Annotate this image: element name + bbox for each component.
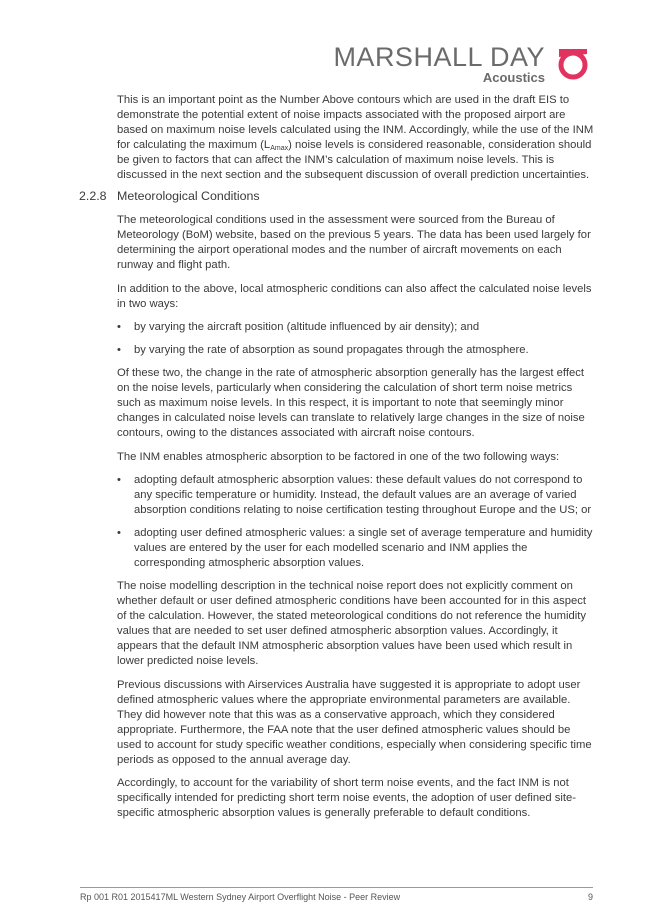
list-item: • by varying the rate of absorption as sound propagates through the atmosphere. <box>117 344 529 356</box>
bullet-icon: • <box>117 344 121 356</box>
logo-mark-icon <box>555 45 591 81</box>
bullet-icon: • <box>117 527 121 539</box>
list-item: • adopting default atmospheric absorption values: these default values do not correspond to any specific temperature or humidity. Instead, the default values are an average of varied absorption conditions relating to noise certification testing throughout Europe and the US; or <box>117 474 592 516</box>
paragraph: The INM enables atmospheric absorption to be factored in one of the two following ways: <box>117 450 560 463</box>
list-item: • adopting user defined atmospheric values: a single set of average temperature and humidity values are entered by the user for each modelled scenario and INM applies the corresponding atmospheric absorption values. <box>117 527 593 569</box>
paragraph: Previous discussions with Airservices Australia have suggested it is appropriate to adopt user defined atmospheric values where the appropriate environmental parameters are available. They did however note that this was as a conservative approach, which they considered appropriate. Furthermore, the FAA note that the user defined atmospheric values should be used to account for study specific weather conditions, especially when considering specific time periods as opposed to the annual average day. <box>117 678 592 766</box>
paragraph: The noise modelling description in the technical noise report does not explicitly comment on whether default or user defined atmospheric conditions have been accounted for in this aspect of the calculation. However, the stated meteorological conditions do not reference the humidity values that are needed to set user defined atmospheric absorption values. Accordingly, it appears that the default INM atmospheric absorption values have been used which result in lower predicted noise levels. <box>117 580 587 667</box>
bullet-list <box>117 473 594 571</box>
paragraph: Accordingly, to account for the variability of short term noise events, and the fact INM is not specifically intended for predicting short term noise events, the adoption of user defined site-specific atmospheric absorption values is generally preferable to default conditions. <box>117 777 577 819</box>
lamax-subscript: Amax <box>270 145 289 152</box>
bullet-list <box>117 320 594 358</box>
company-logo <box>333 42 591 86</box>
bullet-icon: • <box>117 321 121 333</box>
bullet-icon: • <box>117 474 121 486</box>
footer-document-reference: Rp 001 R01 2015417ML Western Sydney Airport Overflight Noise - Peer Review <box>80 892 401 902</box>
logo-brand-name: MARSHALL DAY <box>333 42 545 72</box>
section-body <box>117 213 594 830</box>
footer-divider <box>80 887 593 888</box>
document-body <box>117 93 594 192</box>
paragraph: Of these two, the change in the rate of atmospheric absorption generally has the largest effect on the noise levels, particularly when considering the calculation of short term noise metrics such as maximum noise levels. In this respect, it is important to note that seemingly minor changes in calculated noise levels can translate to relatively large changes in the size of noise contours, owing to the distances associated with aircraft noise contours. <box>117 367 585 439</box>
section-heading <box>79 189 260 203</box>
logo-brand-subtitle: Acoustics <box>482 70 545 85</box>
intro-paragraph: This is an important point as the Number Above contours which are used in the draft EIS to demonstrate the potential extent of noise impacts associated with the proposed airport are based on maximum noise levels calculated using the INM. Accordingly, while the use of the INM for calculating the maximum $(L_{Amax})$ noise levels is considered reasonable, consideration should be given to factors that can affect the INM’s calculation of maximum noise levels. This is discussed in the next section and the subsequent discussion of overall prediction uncertainties. <box>117 94 594 181</box>
page-number: 9 <box>587 892 593 902</box>
section-title: Meteorological Conditions <box>117 189 260 203</box>
section-number: 2.2.8 <box>79 189 107 203</box>
paragraph: In addition to the above, local atmospheric conditions can also affect the calculated noise levels in two ways: <box>117 282 592 310</box>
list-item: • by varying the aircraft position (altitude influenced by air density); and <box>117 321 480 333</box>
paragraph: The meteorological conditions used in the assessment were sourced from the Bureau of Meteorology (BoM) website, based on the previous 5 years. The data has been used largely for determining the airport operational modes and the number of aircraft movements on each runway and flight path. <box>117 214 591 271</box>
